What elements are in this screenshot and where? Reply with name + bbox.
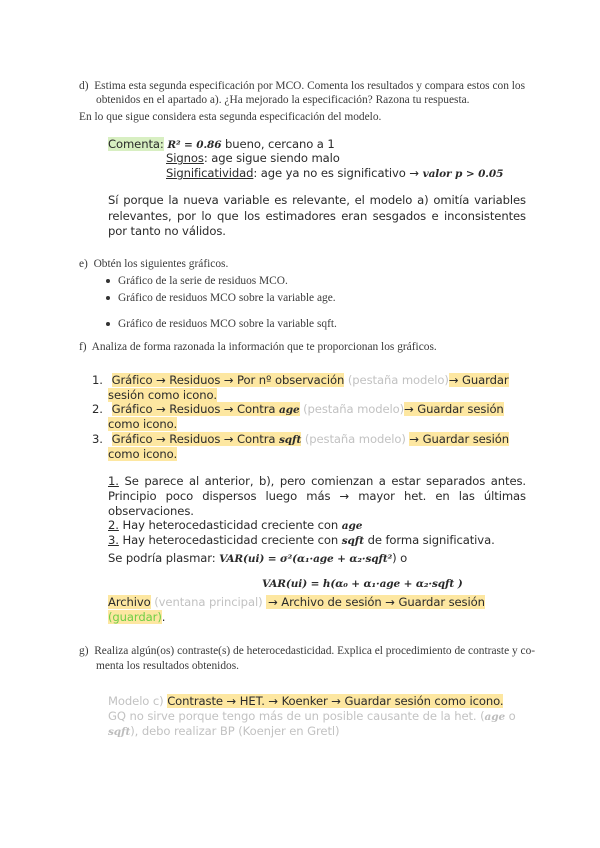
signos-line xyxy=(166,151,340,165)
step-path: Gráfico → Residuos → Por nº observación xyxy=(111,373,345,387)
r2-comment: bueno, cercano a 1 xyxy=(225,137,335,151)
comenta-line xyxy=(108,137,335,151)
significatividad-text: : age ya no es significativo → xyxy=(253,166,423,180)
step-3-line-2 xyxy=(108,447,177,461)
significatividad-line xyxy=(166,166,503,180)
question-g-line-1 xyxy=(79,645,535,657)
archivo-path: → Archivo de sesión → Guardar sesión xyxy=(268,595,485,609)
step-number: 3. xyxy=(92,432,103,446)
g-answer-line-2 xyxy=(108,709,516,723)
question-e-line xyxy=(79,258,228,270)
observation-variable: sqft xyxy=(341,535,364,547)
plasmar-text: Se podría plasmar: xyxy=(108,551,220,565)
question-g-label: g) xyxy=(79,645,89,657)
observation-text: Se parece al anterior, b), pero comienzan a estar separados antes. Principio poco dispersos luego más → mayor het. en las últimas observaciones. xyxy=(108,474,526,518)
formula-line-2 xyxy=(262,576,463,590)
step-save: → Guardar sesión xyxy=(404,402,504,416)
step-2-line-2 xyxy=(108,417,177,431)
step-3-line-1 xyxy=(92,432,509,446)
step-save-continued: como icono. xyxy=(108,417,178,431)
period: . xyxy=(161,610,166,624)
step-number: 2. xyxy=(92,402,103,416)
question-d-line-1 xyxy=(79,80,525,92)
archivo-line-2 xyxy=(108,610,165,624)
formula-line-1 xyxy=(108,551,407,565)
step-tab-note: (pestaña modelo) xyxy=(304,432,406,446)
list-item: Gráfico de residuos MCO sobre la variable sqft. xyxy=(106,318,337,330)
question-g-line-2: menta los resultados obtenidos. xyxy=(96,660,239,672)
observation-text: Hay heterocedasticidad creciente con xyxy=(122,533,342,547)
question-d-line-3: En lo que sigue considera esta segunda especificación del modelo. xyxy=(79,111,382,123)
step-1-line-1 xyxy=(92,373,509,387)
question-f-title: Analiza de forma razonada la información que te proporcionan los gráficos. xyxy=(91,341,437,353)
gq-or: o xyxy=(505,709,516,723)
gq-text: GQ no sirve porque tengo más de un posible causante de la het. ( xyxy=(108,709,485,723)
observation-text: Hay heterocedasticidad creciente con xyxy=(122,518,342,532)
step-variable: sqft xyxy=(279,434,302,446)
question-e-title: Obtén los siguientes gráficos. xyxy=(93,258,229,270)
question-g-text-1: Realiza algún(os) contraste(s) de heterocedasticidad. Explica el procedimiento de contraste y co- xyxy=(94,645,536,657)
archivo-label: Archivo xyxy=(108,595,151,609)
bullet-icon xyxy=(106,322,110,326)
question-f-label: f) xyxy=(79,341,87,353)
question-d-text-1: Estima esta segunda especificación por MCO. Comenta los resultados y compara estos con los xyxy=(94,80,526,92)
observation-tail: de forma significativa. xyxy=(363,533,495,547)
bullet-icon xyxy=(106,279,110,283)
observation-3 xyxy=(108,533,495,547)
step-1-line-2 xyxy=(108,388,217,402)
valor-p-expression: valor p > 0.05 xyxy=(422,168,504,180)
observation-2 xyxy=(108,518,362,532)
list-item: Gráfico de residuos MCO sobre la variable age. xyxy=(106,292,336,304)
variance-formula-1: VAR(ui) = σ²(α₁·age + α₂·sqft² xyxy=(219,553,393,565)
step-variable: age xyxy=(279,404,300,416)
bullet-icon xyxy=(106,296,110,300)
modelo-label: Modelo c) xyxy=(108,694,164,708)
question-e-label: e) xyxy=(79,258,88,270)
variance-formula-2: VAR(ui) = h(α₀ + α₁·age + α₂·sqft ) xyxy=(262,578,463,590)
comenta-label: Comenta: xyxy=(108,137,164,151)
ventana-note: (ventana principal) xyxy=(154,595,263,609)
step-number: 1. xyxy=(92,373,103,387)
archivo-line-1 xyxy=(108,595,485,609)
question-f-line xyxy=(79,341,437,353)
step-2-line-1 xyxy=(92,402,504,416)
list-item: Gráfico de la serie de residuos MCO. xyxy=(106,275,288,287)
question-d-line-2: obtenidos en el apartado a). ¿Ha mejorado la especificación? Razona tu respuesta. xyxy=(96,94,470,106)
contraste-path: Contraste → HET. → Koenker → Guardar sesión como icono. xyxy=(167,694,504,708)
question-d-label: d) xyxy=(79,80,89,92)
guardar-note: (guardar) xyxy=(108,610,162,624)
step-save: → Guardar sesión xyxy=(409,432,509,446)
step-tab-note: (pestaña modelo) xyxy=(303,402,405,416)
gq-variable-age: age xyxy=(484,711,506,723)
gq-tail: ), debo realizar BP (Koenjer en Gretl) xyxy=(130,724,340,738)
signos-label: Signos xyxy=(166,151,204,165)
significatividad-label: Significatividad xyxy=(166,166,254,180)
gq-variable-sqft: sqft xyxy=(108,726,131,738)
step-path: Gráfico → Residuos → Contra xyxy=(111,432,279,446)
variance-formula-1-tail: ) o xyxy=(392,551,408,565)
step-path: Gráfico → Residuos → Contra xyxy=(111,402,279,416)
observation-number: 2. xyxy=(108,518,119,532)
observation-number: 3. xyxy=(108,533,119,547)
step-save-continued: sesión como icono. xyxy=(108,388,217,402)
r2-expression: R² = 0.86 xyxy=(167,139,222,151)
g-answer-line-3 xyxy=(108,724,339,738)
signos-text: : age sigue siendo malo xyxy=(203,151,340,165)
d-answer-paragraph: Sí porque la nueva variable es relevante, el modelo a) omitía variables relevantes, por lo que los estimadores eran sesgados e inconsistentes por tanto no válidos. xyxy=(108,193,526,238)
observation-number: 1. xyxy=(108,474,119,488)
observation-1 xyxy=(108,474,526,519)
observation-variable: age xyxy=(341,520,363,532)
step-save-continued: como icono. xyxy=(108,447,178,461)
step-save: → Guardar xyxy=(448,373,509,387)
g-answer-line-1 xyxy=(108,694,503,708)
step-tab-note: (pestaña modelo) xyxy=(347,373,449,387)
